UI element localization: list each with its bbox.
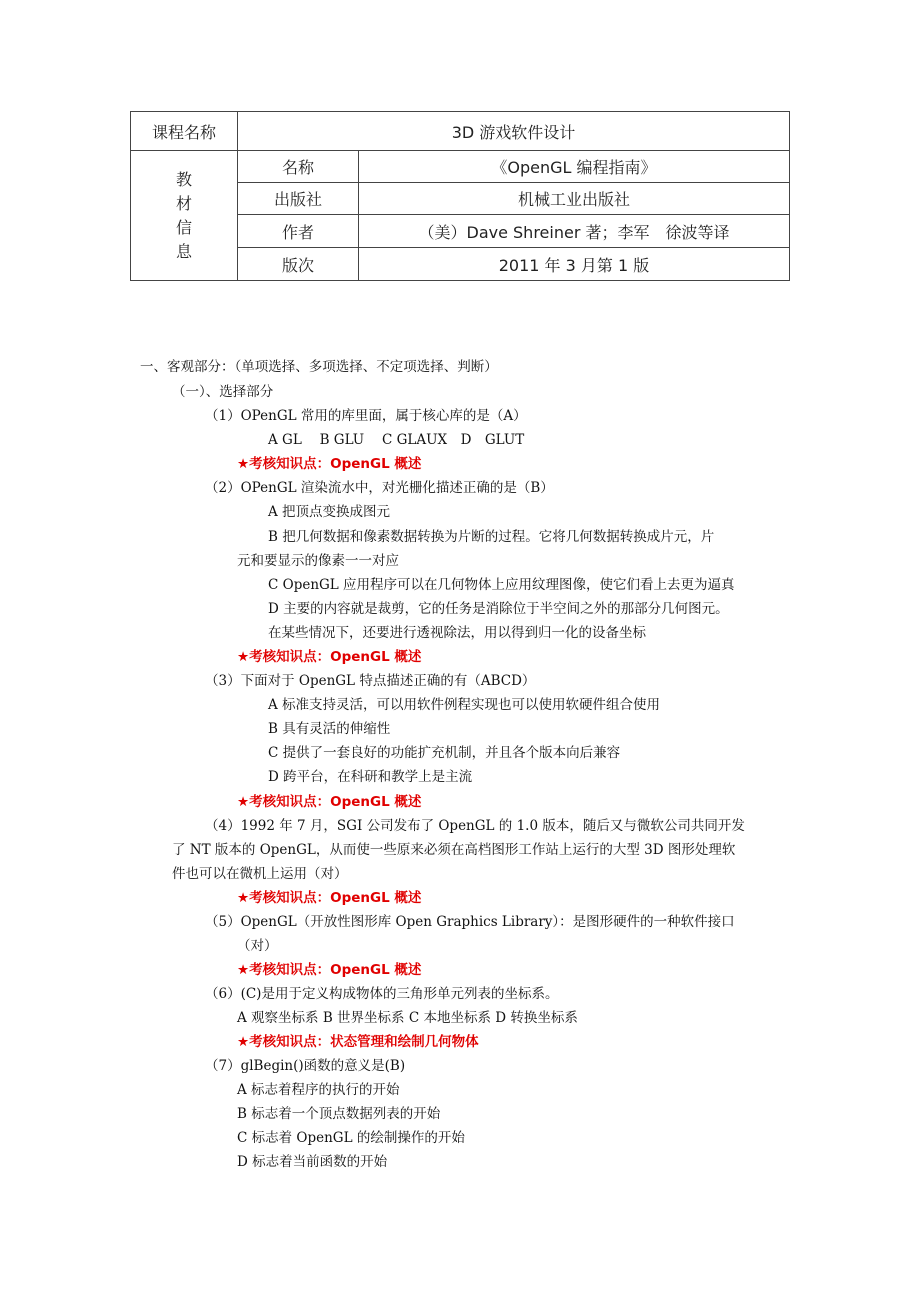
option-text: B 具有灵活的伸缩性 [268, 721, 391, 737]
course-info-table [130, 111, 790, 281]
knowledge-point: ★考核知识点：OpenGL 概述 [237, 794, 422, 810]
question-text: （1）OPenGL 常用的库里面，属于核心库的是（A） [205, 408, 527, 424]
question-text: （3）下面对于 OpenGL 特点描述正确的有（ABCD） [205, 673, 536, 689]
edition-label: 版次 [238, 248, 359, 281]
question-text: （5）OpenGL（开放性图形库 Open Graphics Library）：是图形硬件的一种软件接口 [205, 914, 735, 930]
book-title-label: 名称 [238, 151, 359, 183]
option-text: D 跨平台，在科研和教学上是主流 [268, 769, 473, 785]
option-text: D 主要的内容就是裁剪，它的任务是消除位于半空间之外的那部分几何图元。 [268, 601, 729, 617]
author-label: 作者 [238, 215, 359, 248]
option-text: A 标准支持灵活，可以用软件例程实现也可以使用软硬件组合使用 [268, 697, 661, 713]
option-text: C OpenGL 应用程序可以在几何物体上应用纹理图像，使它们看上去更为逼真 [268, 577, 735, 593]
edition-value: 2011 年 3 月第 1 版 [359, 248, 790, 281]
textbook-info-label [131, 151, 238, 281]
course-name-value: 3D 游戏软件设计 [238, 112, 790, 151]
option-text: A 把顶点变换成图元 [268, 504, 391, 520]
section-heading: 一、客观部分：（单项选择、多项选择、不定项选择、判断） [140, 359, 498, 375]
book-title-value: 《OpenGL 编程指南》 [359, 151, 790, 183]
course-name-label: 课程名称 [131, 112, 238, 151]
knowledge-point: ★考核知识点：OpenGL 概述 [237, 890, 422, 906]
option-text: A 观察坐标系 B 世界坐标系 C 本地坐标系 D 转换坐标系 [237, 1010, 578, 1026]
question-text: 件也可以在微机上运用（对） [172, 866, 348, 882]
option-text: 在某些情况下，还要进行透视除法，用以得到归一化的设备坐标 [268, 625, 646, 641]
question-text: （2）OPenGL 渲染流水中，对光栅化描述正确的是（B） [205, 480, 554, 496]
knowledge-point: ★考核知识点：状态管理和绘制几何物体 [237, 1034, 479, 1050]
textbook-label-char: 息 [175, 241, 192, 261]
question-text: 了 NT 版本的 OpenGL，从而使一些原来必须在高档图形工作站上运行的大型 3D 图形处理软 [172, 842, 736, 858]
question-text: （6）(C)是用于定义构成物体的三角形单元列表的坐标系。 [205, 986, 559, 1002]
textbook-label-char: 信 [175, 217, 192, 237]
knowledge-point: ★考核知识点：OpenGL 概述 [237, 962, 422, 978]
option-text: B 把几何数据和像素数据转换为片断的过程。它将几何数据转换成片元，片 [268, 529, 715, 545]
question-text: （4）1992 年 7 月，SGI 公司发布了 OpenGL 的 1.0 版本，随后又与微软公司共同开发 [205, 818, 745, 834]
option-text: 元和要显示的像素一一对应 [237, 553, 399, 569]
subsection-heading: （一）、选择部分 [172, 384, 274, 400]
option-text: A 标志着程序的执行的开始 [237, 1082, 400, 1098]
question-text: （7）glBegin()函数的意义是(B) [205, 1058, 406, 1074]
publisher-value: 机械工业出版社 [359, 183, 790, 215]
question-text: （对） [237, 938, 278, 954]
option-text: C 提供了一套良好的功能扩充机制，并且各个版本向后兼容 [268, 745, 621, 761]
knowledge-point: ★考核知识点：OpenGL 概述 [237, 456, 422, 472]
option-text: A GL B GLU C GLAUX D GLUT [268, 432, 525, 448]
option-text: B 标志着一个顶点数据列表的开始 [237, 1106, 441, 1122]
option-text: C 标志着 OpenGL 的绘制操作的开始 [237, 1130, 465, 1146]
knowledge-point: ★考核知识点：OpenGL 概述 [237, 649, 422, 665]
author-value: （美）Dave Shreiner 著；李军 徐波等译 [359, 215, 790, 248]
publisher-label: 出版社 [238, 183, 359, 215]
textbook-label-char: 教 [175, 169, 192, 189]
option-text: D 标志着当前函数的开始 [237, 1154, 388, 1170]
textbook-label-char: 材 [175, 193, 192, 213]
